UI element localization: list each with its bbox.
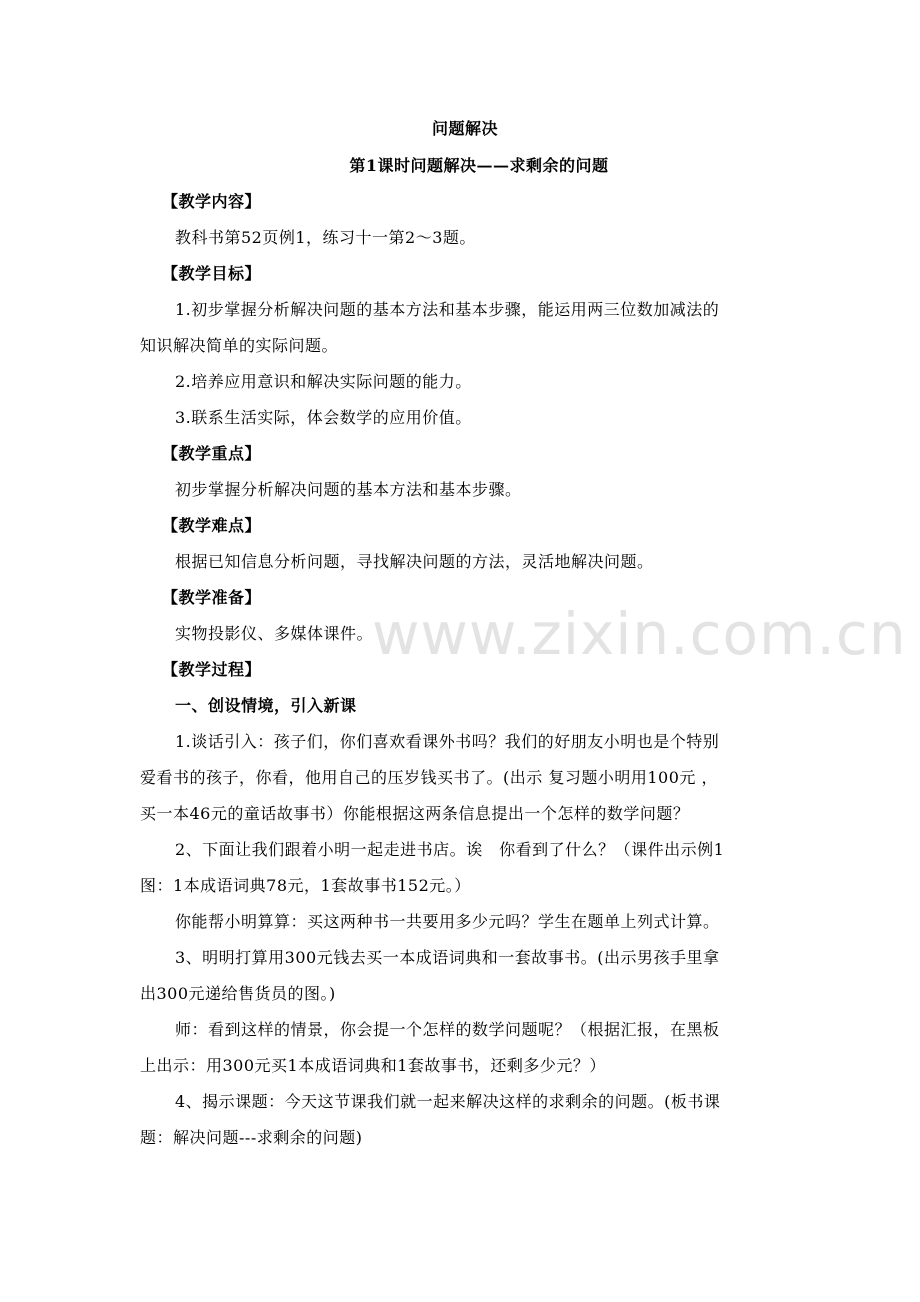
section-heading-difficulty: 【教学难点】 xyxy=(162,516,262,535)
part1-heading: 一、创设情境，引入新课 xyxy=(175,696,357,715)
paragraph2-line2: 图：1本成语词典78元，1套故事书152元。） xyxy=(140,876,471,895)
section-heading-content: 【教学内容】 xyxy=(162,192,262,211)
paragraph1-line3: 买一本46元的童话故事书）你能根据这两条信息提出一个怎样的数学问题？ xyxy=(140,804,690,823)
goal1-line2: 知识解决简单的实际问题。 xyxy=(140,336,339,355)
watermark: www.zixin.com.cn xyxy=(372,600,907,668)
goal1-line1: 1.初步掌握分析解决问题的基本方法和基本步骤，能运用两三位数加减法的 xyxy=(175,300,720,319)
goal2-text: 2.培养应用意识和解决实际问题的能力。 xyxy=(175,372,472,391)
section-heading-key: 【教学重点】 xyxy=(162,444,262,463)
difficulty-text: 根据已知信息分析问题，寻找解决问题的方法，灵活地解决问题。 xyxy=(175,552,654,571)
paragraph5-line2: 上出示：用300元买1本成语词典和1套故事书，还剩多少元？） xyxy=(140,1056,606,1075)
prep-text: 实物投影仪、多媒体课件。 xyxy=(175,624,374,643)
paragraph6-line2: 题：解决问题---求剩余的问题) xyxy=(140,1128,363,1147)
doc-subtitle: 第1课时问题解决——求剩余的问题 xyxy=(349,156,609,175)
paragraph2-line1: 2、下面让我们跟着小明一起走进书店。诶 你看到了什么？（课件出示例1 xyxy=(175,840,725,859)
paragraph1-line2: 爱看书的孩子，你看，他用自己的压岁钱买书了。(出示 复习题小明用100元 ， xyxy=(140,768,718,787)
key-text: 初步掌握分析解决问题的基本方法和基本步骤。 xyxy=(175,480,522,499)
goal3-text: 3.联系生活实际，体会数学的应用价值。 xyxy=(175,408,472,427)
paragraph5-line1: 师：看到这样的情景，你会提一个怎样的数学问题呢？（根据汇报，在黑板 xyxy=(175,1020,720,1039)
section-heading-prep: 【教学准备】 xyxy=(162,588,262,607)
paragraph4-line1: 3、明明打算用300元钱去买一本成语词典和一套故事书。(出示男孩手里拿 xyxy=(175,948,720,967)
doc-title: 问题解决 xyxy=(431,119,498,138)
paragraph3: 你能帮小明算算：买这两种书一共要用多少元吗？学生在题单上列式计算。 xyxy=(175,912,720,931)
paragraph6-line1: 4、揭示课题：今天这节课我们就一起来解决这样的求剩余的问题。(板书课 xyxy=(175,1092,721,1111)
paragraph1-line1: 1.谈话引入：孩子们，你们喜欢看课外书吗？我们的好朋友小明也是个特别 xyxy=(175,732,720,751)
content-text: 教科书第52页例1，练习十一第2～3题。 xyxy=(175,228,476,247)
paragraph4-line2: 出300元递给售货员的图。) xyxy=(140,984,336,1003)
section-heading-goals: 【教学目标】 xyxy=(162,264,262,283)
section-heading-process: 【教学过程】 xyxy=(162,660,262,679)
